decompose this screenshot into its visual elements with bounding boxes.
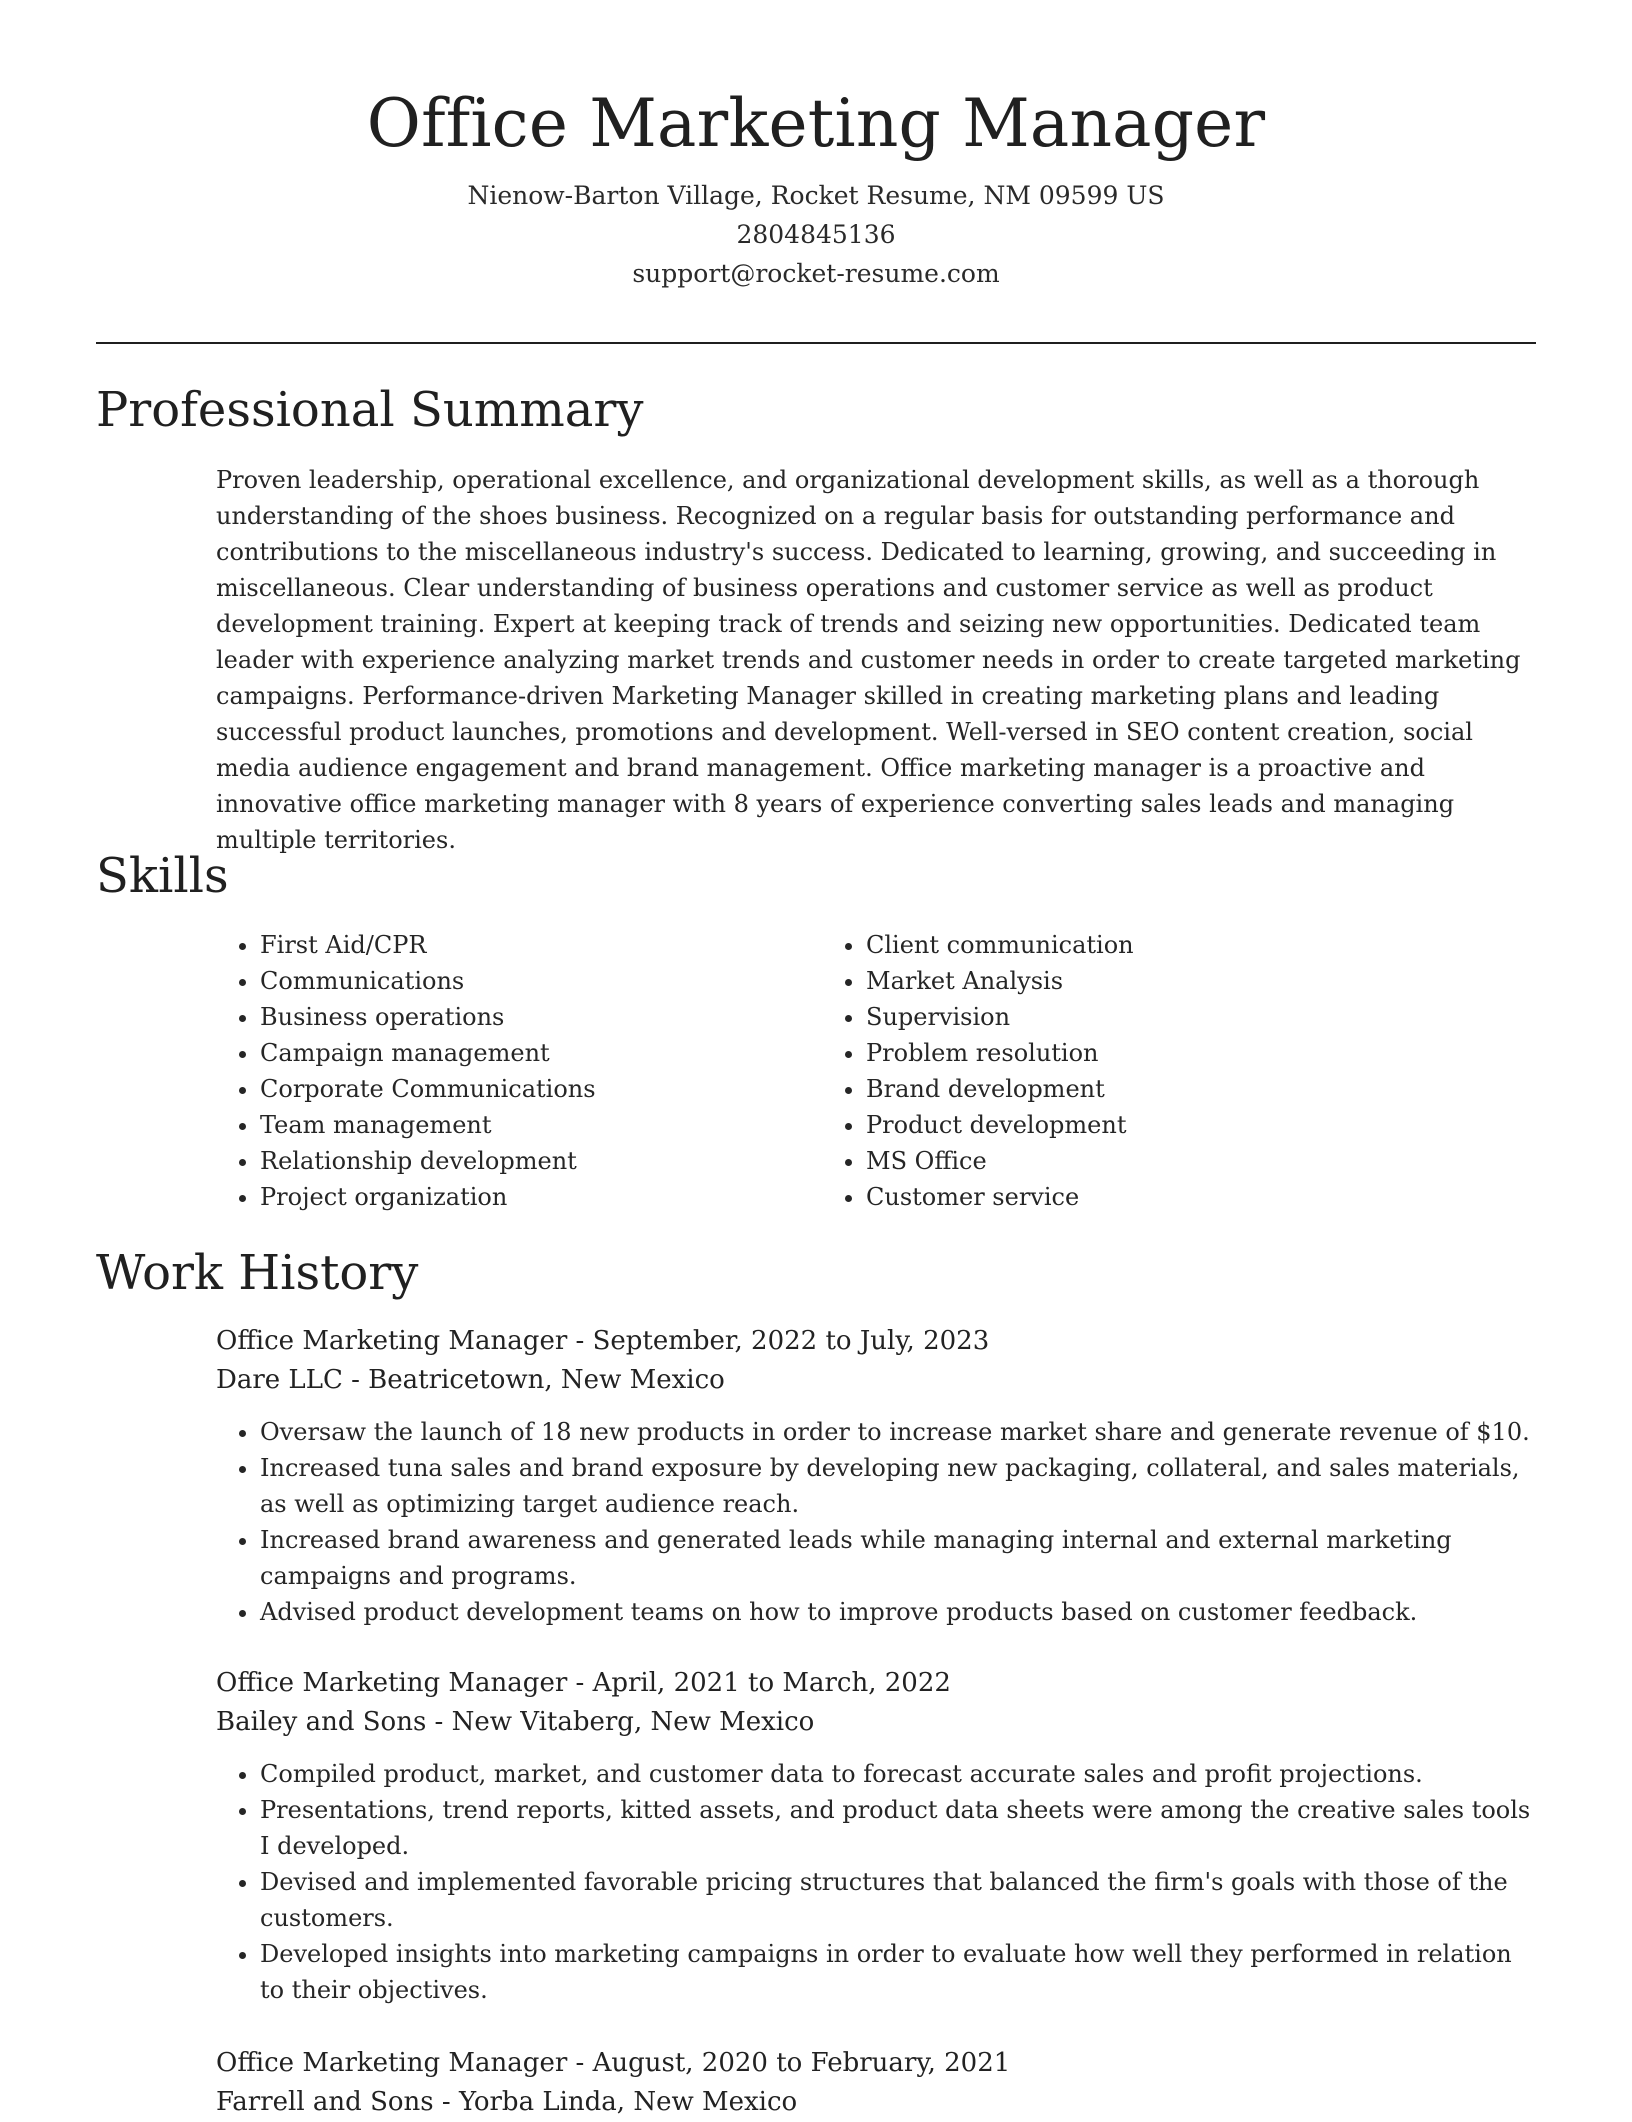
summary-paragraph: Proven leadership, operational excellence, and organizational development skills, as well as a thorough understanding of the shoes business. Recognized on a regular basis for outstanding performance and contributions to the miscellaneous industry's success. Dedicated to learning, growing, and succeeding in miscellaneous. Clear understanding of business operations and customer service as well as product development training. Expert at keeping track of trends and seizing new opportunities. Dedicated team leader with experience analyzing market trends and customer needs in order to create targeted marketing campaigns. Performance-driven Marketing Manager skilled in creating marketing plans and leading successful product launches, promotions and development. Well-versed in SEO content creation, social media audience engagement and brand management. Office marketing manager is a proactive and innovative office marketing manager with 8 years of experience converting sales leads and managing multiple territories. — [216, 466, 1521, 854]
job-bullet: • Increased tuna sales and brand exposure by developing new packaging, collateral, and sales materials, as well as optimizing target audience reach. — [260, 1450, 1536, 1522]
job-bullet: • Developed insights into marketing campaigns in order to evaluate how well they performed in relation to their objectives. — [260, 1936, 1536, 2008]
phone-number: 2804845136 — [736, 220, 896, 249]
job-title-dates: Office Marketing Manager - September, 2022 to July, 2023 — [216, 1326, 990, 1356]
job-entry — [216, 1664, 1536, 2008]
skill-item: • Business operations — [260, 999, 822, 1035]
skill-item: • Client communication — [866, 927, 1428, 963]
job-title-dates: Office Marketing Manager - April, 2021 to March, 2022 — [216, 1668, 951, 1698]
skill-item: • First Aid/CPR — [260, 927, 822, 963]
summary-heading: Professional Summary — [96, 382, 644, 438]
skills-column-left — [216, 927, 822, 1215]
job-entry — [216, 1322, 1536, 1630]
job-bullet: • Oversaw the launch of 18 new products in order to increase market share and generate revenue of $10. — [260, 1414, 1536, 1450]
skill-item: • Product development — [866, 1107, 1428, 1143]
contact-info — [96, 176, 1536, 293]
skill-item: • Team management — [260, 1107, 822, 1143]
skill-item: • Relationship development — [260, 1143, 822, 1179]
email-address: support@rocket-resume.com — [632, 259, 1000, 288]
skill-item: • MS Office — [866, 1143, 1428, 1179]
job-title-dates: Office Marketing Manager - August, 2020 to February, 2021 — [216, 2048, 1011, 2078]
skills-heading: Skills — [96, 848, 229, 904]
skill-item: • Project organization — [260, 1179, 822, 1215]
header-divider — [96, 342, 1536, 344]
resume-header — [96, 80, 1536, 293]
job-company-location: Dare LLC - Beatricetown, New Mexico — [216, 1365, 725, 1395]
skills-column-right — [822, 927, 1428, 1215]
job-bullets — [216, 1756, 1536, 2008]
skill-item: • Corporate Communications — [260, 1071, 822, 1107]
job-bullet: • Compiled product, market, and customer data to forecast accurate sales and profit projections. — [260, 1756, 1536, 1792]
candidate-name: Office Marketing Manager — [366, 85, 1266, 162]
job-bullet: • Advised product development teams on how to improve products based on customer feedback. — [260, 1594, 1536, 1630]
job-company-location: Farrell and Sons - Yorba Linda, New Mexico — [216, 2087, 798, 2117]
skill-item: • Market Analysis — [866, 963, 1428, 999]
skill-item: • Brand development — [866, 1071, 1428, 1107]
work-history-heading: Work History — [96, 1245, 419, 1301]
job-bullet: • Presentations, trend reports, kitted assets, and product data sheets were among the creative sales tools I developed. — [260, 1792, 1536, 1864]
address-line: Nienow-Barton Village, Rocket Resume, NM 09599 US — [467, 181, 1165, 210]
job-entry — [216, 2044, 1536, 2122]
skill-item: • Customer service — [866, 1179, 1428, 1215]
job-company-location: Bailey and Sons - New Vitaberg, New Mexico — [216, 1707, 815, 1737]
skill-item: • Campaign management — [260, 1035, 822, 1071]
skill-item: • Supervision — [866, 999, 1428, 1035]
skill-item: • Problem resolution — [866, 1035, 1428, 1071]
skill-item: • Communications — [260, 963, 822, 999]
job-bullets — [216, 1414, 1536, 1630]
skills-list — [216, 927, 1536, 1215]
job-bullet: • Devised and implemented favorable pricing structures that balanced the firm's goals with those of the customers. — [260, 1864, 1536, 1936]
job-bullet: • Increased brand awareness and generated leads while managing internal and external marketing campaigns and programs. — [260, 1522, 1536, 1594]
